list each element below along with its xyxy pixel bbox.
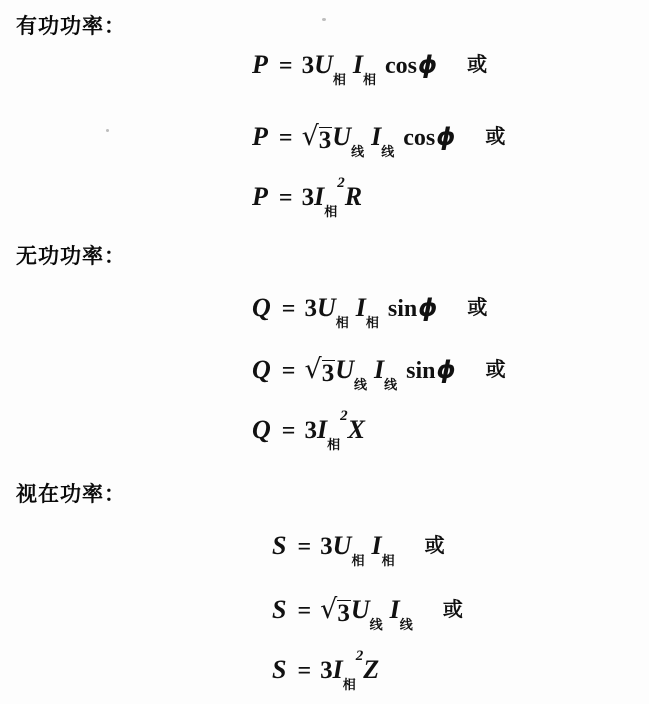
term-voltage: $U_线$: [350, 595, 383, 634]
equals-sign: =: [278, 125, 293, 151]
term-current: $I_相$: [355, 293, 379, 332]
formula-active-power-2: [252, 121, 506, 161]
term-subscript: 线: [399, 618, 413, 634]
function-name: cos: [403, 125, 436, 151]
term-impedance: Z: [363, 655, 380, 684]
equals-sign: =: [297, 598, 312, 624]
formula-apparent-power-3: [272, 648, 380, 694]
term-subscript: 相: [335, 316, 349, 332]
function-name: cos: [385, 53, 418, 79]
formula-lhs: P: [252, 50, 268, 79]
scan-speck: [322, 18, 326, 21]
term-current: $I_线$: [371, 122, 395, 161]
term-current: $I_线$: [389, 595, 413, 634]
radical-sign: √: [320, 594, 338, 625]
angle-symbol: ϕ: [436, 356, 456, 384]
term-subscript: 线: [369, 618, 383, 634]
coefficient: 3: [304, 295, 317, 322]
equals-sign: =: [278, 53, 293, 79]
term-subscript: 相: [342, 678, 356, 694]
formula-reactive-power-3: [252, 408, 365, 454]
term-reactance: X: [347, 415, 365, 444]
term-exponent: 2: [355, 648, 364, 665]
section-heading-reactive-power: 无功功率：: [16, 244, 126, 268]
square-root: [304, 354, 335, 387]
term-voltage: $U_相$: [316, 293, 349, 332]
radicand: 3: [321, 360, 335, 387]
term-resistance: R: [344, 182, 363, 211]
term-exponent: 2: [337, 175, 345, 192]
scan-speck: [106, 129, 109, 132]
term-voltage: $U_相$: [332, 531, 365, 570]
term-subscript: 相: [381, 554, 395, 570]
formula-lhs: S: [272, 655, 287, 684]
coefficient: 3: [320, 533, 333, 560]
formula-apparent-power-1: [272, 531, 445, 570]
term-subscript: 相: [365, 316, 379, 332]
alternative-label: 或: [485, 357, 506, 381]
term-voltage: $U_线$: [332, 122, 365, 161]
formula-lhs: S: [272, 595, 287, 624]
coefficient: 3: [304, 417, 317, 444]
square-root: [301, 121, 333, 154]
formula-reactive-power-2: [252, 354, 506, 394]
formula-reactive-power-1: [252, 293, 488, 332]
alternative-label: 或: [467, 295, 488, 319]
section-heading-apparent-power: 视在功率：: [16, 482, 126, 506]
equals-sign: =: [297, 658, 312, 684]
term-current: $I_相^2$: [314, 175, 345, 221]
radical-sign: √: [301, 121, 319, 152]
function-name: sin: [406, 358, 436, 384]
formula-lhs: Q: [252, 293, 271, 322]
coefficient: 3: [301, 52, 315, 79]
equals-sign: =: [281, 358, 296, 384]
coefficient: 3: [301, 184, 315, 211]
term-current: $I_相$: [352, 50, 377, 89]
equals-sign: =: [278, 185, 293, 211]
formula-lhs: Q: [252, 355, 271, 384]
coefficient: 3: [320, 657, 333, 684]
equals-sign: =: [297, 534, 312, 560]
formula-active-power-3: [252, 175, 363, 221]
term-subscript: 线: [351, 145, 365, 161]
equals-sign: =: [281, 296, 296, 322]
term-voltage: $U_相$: [314, 50, 346, 89]
term-subscript: 线: [381, 145, 395, 161]
formula-lhs: S: [272, 531, 287, 560]
term-subscript: 相: [363, 73, 377, 89]
term-current: $I_相$: [371, 531, 395, 570]
term-current: $I_相^2$: [332, 648, 364, 694]
term-voltage: $U_线$: [335, 355, 367, 394]
formula-lhs: P: [252, 182, 268, 211]
angle-symbol: ϕ: [436, 123, 456, 151]
alternative-label: 或: [442, 597, 463, 621]
alternative-label: 或: [467, 52, 488, 76]
term-current: $I_相^2$: [316, 408, 348, 454]
radicand: 3: [318, 127, 332, 154]
angle-symbol: ϕ: [418, 51, 438, 79]
term-subscript: 相: [351, 554, 365, 570]
term-exponent: 2: [340, 408, 348, 425]
radical-sign: √: [304, 354, 322, 385]
term-subscript: 相: [327, 438, 341, 454]
alternative-label: 或: [485, 124, 506, 148]
term-subscript: 线: [353, 378, 367, 394]
formula-active-power-1: [252, 50, 488, 89]
function-name: sin: [387, 296, 418, 322]
radicand: 3: [337, 600, 350, 627]
formula-lhs: P: [252, 122, 268, 151]
square-root: [320, 594, 351, 627]
formula-lhs: Q: [252, 415, 271, 444]
alternative-label: 或: [424, 533, 445, 557]
section-heading-active-power: 有功功率：: [16, 14, 126, 38]
term-current: $I_线$: [373, 355, 398, 394]
term-subscript: 相: [332, 73, 346, 89]
term-subscript: 线: [384, 378, 398, 394]
formula-apparent-power-2: [272, 594, 463, 634]
term-subscript: 相: [324, 205, 338, 221]
equals-sign: =: [281, 418, 296, 444]
angle-symbol: ϕ: [418, 294, 438, 322]
